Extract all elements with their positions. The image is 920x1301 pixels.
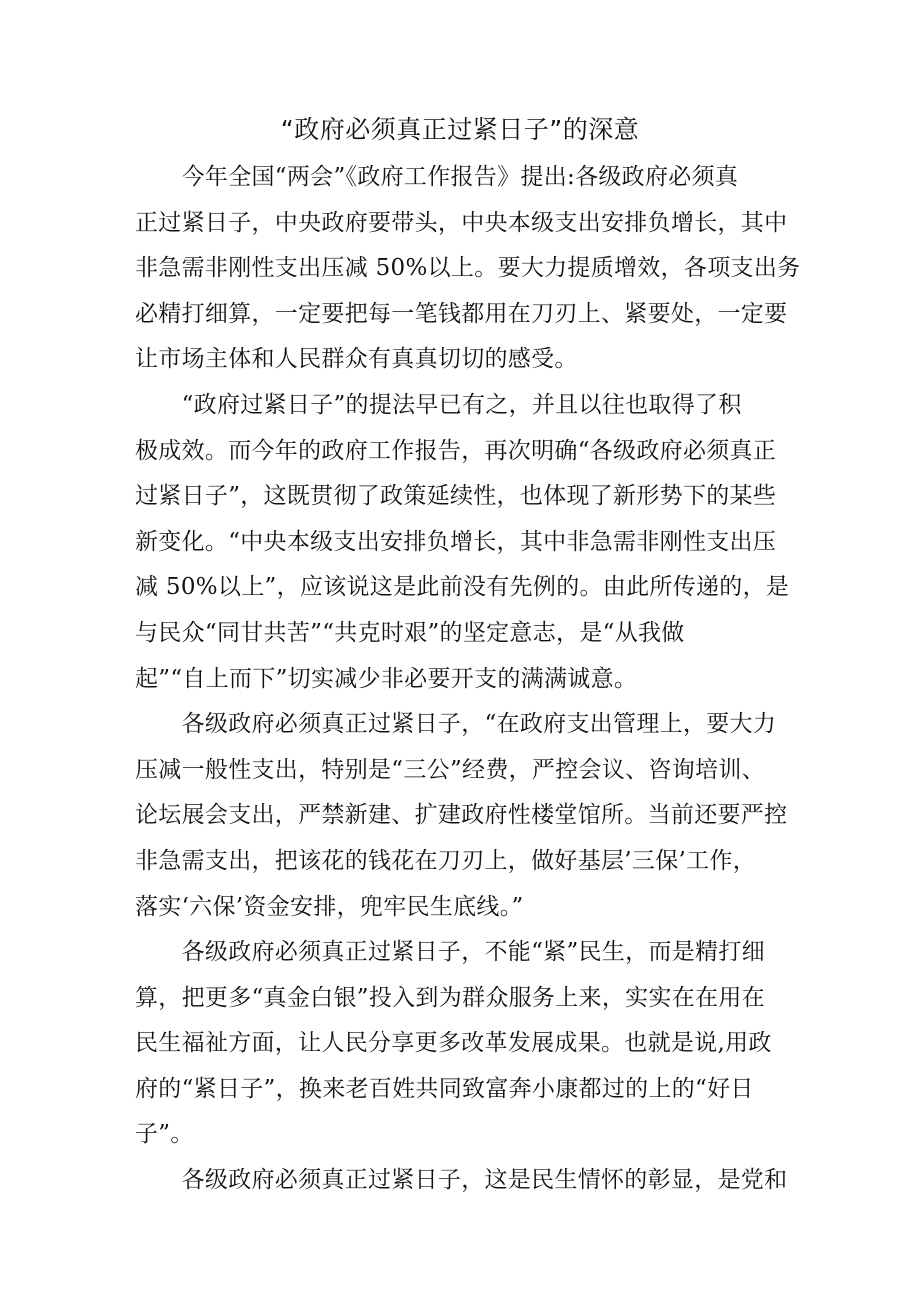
text-line: 子”。 [135, 1121, 194, 1148]
paragraph-2 [135, 383, 795, 702]
text-line: 必精打细算，一定要把每一笔钱都用在刀刃上、紧要处，一定要 [135, 300, 788, 327]
document-body [135, 155, 801, 1204]
text-line: 过紧日子”，这既贯彻了政策延续性，也体现了新形势下的某些 [135, 483, 777, 510]
text-line: 各级政府必须真正过紧日子，不能“紧”民生，而是精打细 [135, 939, 765, 966]
paragraph-3 [135, 702, 795, 930]
text-line: 让市场主体和人民群众有真真切切的感受。 [135, 346, 578, 373]
text-line: 府的“紧日子”，换来老百姓共同致富奔小康都过的上的“好日 [135, 1075, 754, 1102]
text-line: 各级政府必须真正过紧日子，“在政府支出管理上，要大力 [135, 711, 777, 738]
text-line: 与民众“同甘共苦”“共克时艰”的坚定意志，是“从我做 [135, 619, 685, 646]
text-line: “政府过紧日子”的提法早已有之，并且以往也取得了积 [135, 391, 742, 418]
paragraph-1 [135, 155, 801, 383]
text-line: 极成效。而今年的政府工作报告，再次明确“各级政府必须真正 [135, 437, 777, 464]
text-line: 减 50%以上”，应该说这是此前没有先例的。由此所传递的，是 [135, 574, 790, 601]
text-line: 民生福祉方面，让人民分享更多改革发展成果。也就是说,用政 [135, 1030, 772, 1057]
paragraph-5 [135, 1158, 795, 1204]
document-title: “政府必须真正过紧日子”的深意 [280, 115, 640, 144]
text-line: 各级政府必须真正过紧日子，这是民生情怀的彰显，是党和 [135, 1167, 788, 1194]
paragraph-4 [135, 930, 795, 1158]
text-line: 论坛展会支出，严禁新建、扩建政府性楼堂馆所。当前还要严控 [135, 802, 788, 829]
text-line: 正过紧日子，中央政府要带头，中央本级支出安排负增长，其中 [135, 209, 788, 236]
text-line: 非急需非刚性支出压减 50%以上。要大力提质增效，各项支出务 [135, 255, 801, 282]
text-line: 压减一般性支出，特别是“三公”经费，严控会议、咨询培训、 [135, 756, 765, 783]
text-line: 今年全国“两会”《政府工作报告》提出:各级政府必须真 [135, 164, 739, 190]
text-line: 落实‘六保’资金安排，兜牢民生底线。” [135, 893, 524, 920]
text-line: 非急需支出，把该花的钱花在刀刃上，做好基层’三保’工作， [135, 847, 757, 874]
text-line: 算，把更多“真金白银”投入到为群众服务上来，实实在在用在 [135, 984, 765, 1011]
text-line: 起”“自上而下”切实减少非必要开支的满满诚意。 [135, 665, 638, 692]
text-line: 新变化。“中央本级支出安排负增长，其中非急需非刚性支出压 [135, 528, 777, 555]
